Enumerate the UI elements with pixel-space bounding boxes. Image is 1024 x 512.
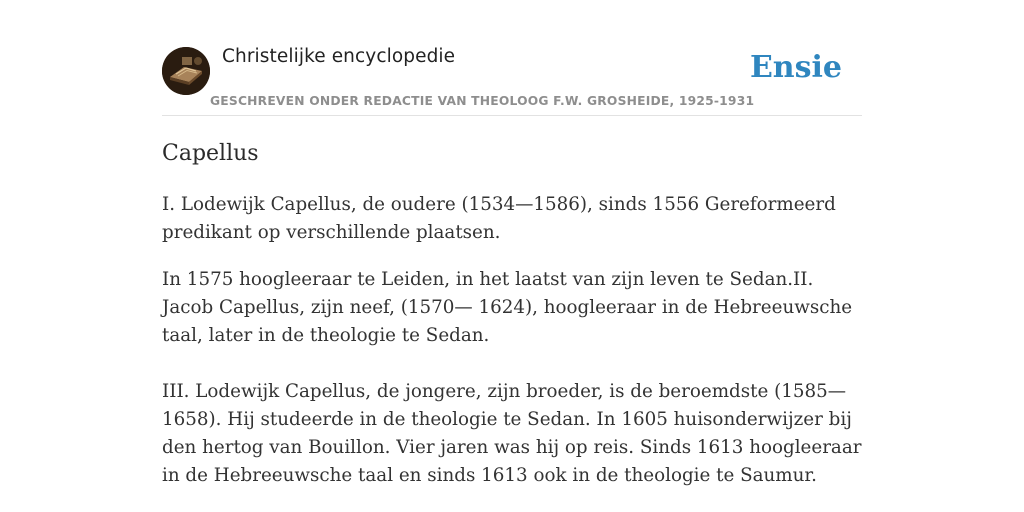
article-title: Capellus xyxy=(162,141,259,166)
book-photo-icon xyxy=(162,47,210,95)
article-paragraph-2: In 1575 hoogleeraar te Leiden, in het laatst van zijn leven te Sedan.II. Jacob Capellus, zijn neef, (1570— 1624), hoogleeraar in de Hebreeuwsche taal, later in de theologie te Sedan. xyxy=(162,269,853,346)
ensie-logo[interactable]: Ensie xyxy=(749,50,842,85)
article-body xyxy=(162,138,862,490)
publication-subtitle: GESCHREVEN ONDER REDACTIE VAN THEOLOOG F.W. GROSHEIDE, 1925-1931 xyxy=(210,94,755,108)
article-paragraph-3: III. Lodewijk Capellus, de jongere, zijn broeder, is de beroemdste (1585—1658). Hij studeerde in de theologie te Sedan. In 1605 huisonderwijzer bij den hertog van Bouillon. Vier jaren was hij op reis. Sinds 1613 hoogleeraar in de Hebreeuwsche taal en sinds 1613 ook in de theologie te Saumur. xyxy=(162,381,862,486)
publication-avatar[interactable] xyxy=(162,47,210,95)
publication-title[interactable]: Christelijke encyclopedie xyxy=(222,46,456,67)
publication-header xyxy=(162,44,862,116)
article-paragraph-1: I. Lodewijk Capellus, de oudere (1534—1586), sinds 1556 Gereformeerd predikant op verschillende plaatsen. xyxy=(162,194,836,243)
